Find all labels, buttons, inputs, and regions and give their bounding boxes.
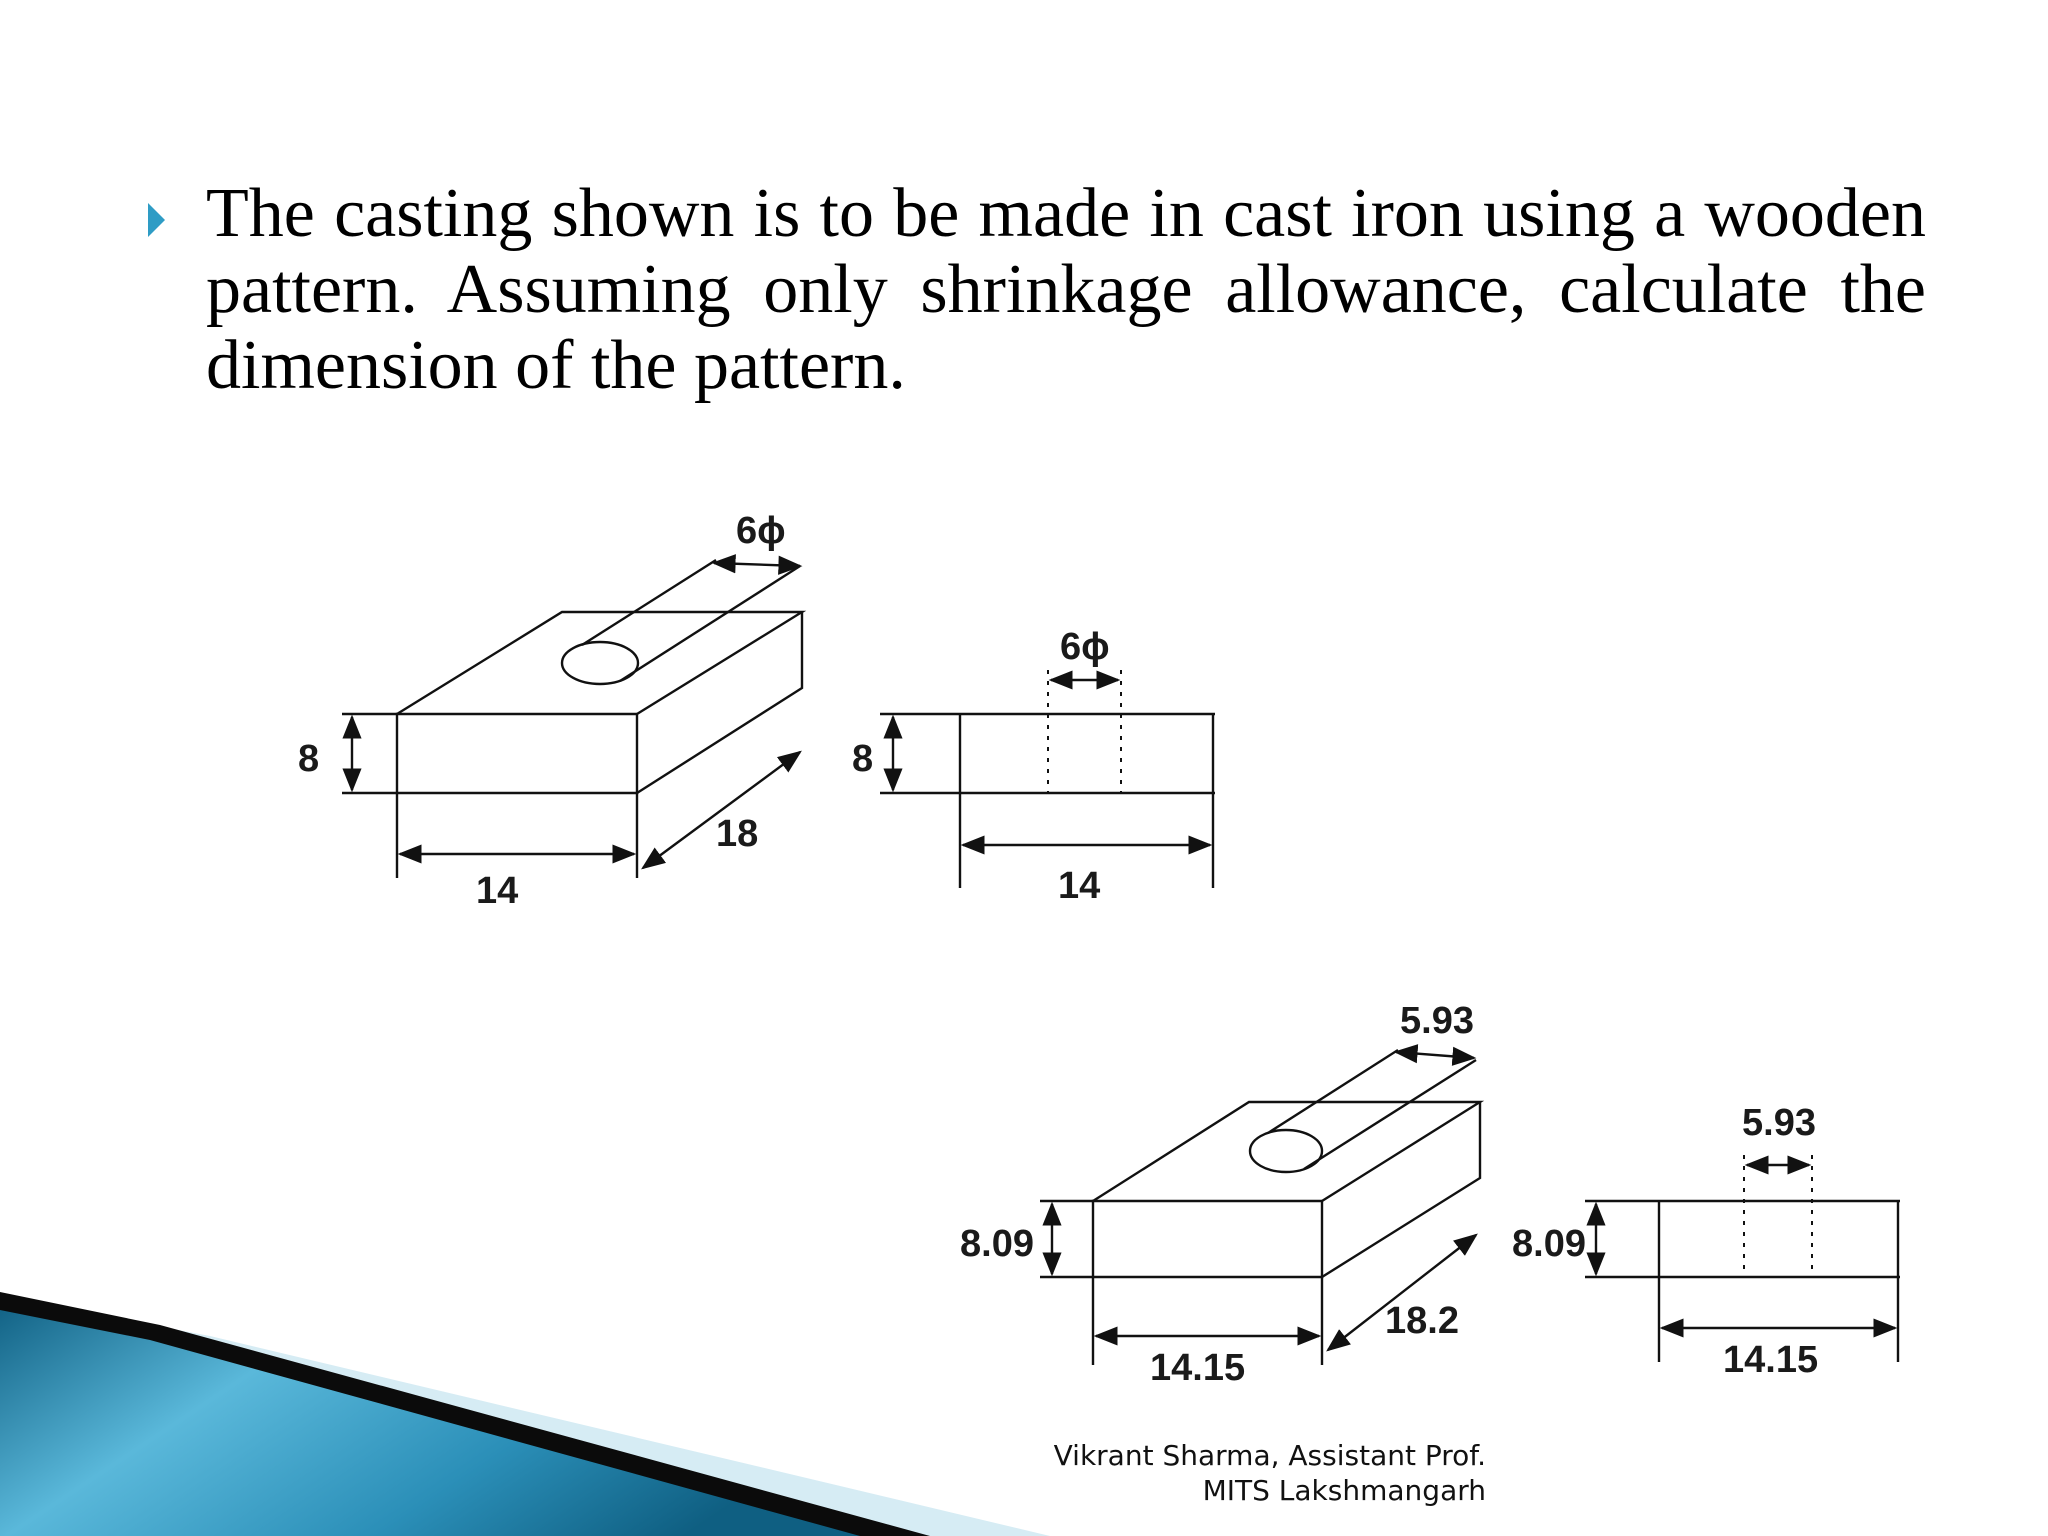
casting-iso-depth-label: 18 bbox=[716, 813, 759, 855]
pattern-front-view bbox=[1585, 1155, 1900, 1362]
casting-front-hole-dia-label: 6ϕ bbox=[1060, 626, 1110, 668]
pattern-iso-depth-label: 18.2 bbox=[1385, 1300, 1459, 1342]
footer-institution: MITS Lakshmangarh bbox=[1202, 1474, 1486, 1507]
pattern-front-width-label: 14.15 bbox=[1723, 1339, 1819, 1381]
pattern-front-hole-dia-label: 5.93 bbox=[1742, 1102, 1816, 1144]
pattern-iso-width-label: 14.15 bbox=[1150, 1347, 1246, 1389]
pattern-iso-height-label: 8.09 bbox=[960, 1223, 1034, 1265]
footer-author: Vikrant Sharma, Assistant Prof. bbox=[1053, 1439, 1486, 1472]
casting-iso-width-label: 14 bbox=[476, 870, 519, 912]
casting-iso-height-label: 8 bbox=[298, 738, 320, 780]
casting-front-width-label: 14 bbox=[1058, 865, 1101, 907]
pattern-iso-hole-dia-label: 5.93 bbox=[1400, 1000, 1474, 1042]
problem-statement: The casting shown is to be made in cast iron using a wooden pattern. Assuming only shrinkage allowance, calculate the dimension of the pattern. bbox=[206, 175, 1926, 404]
casting-front-height-label: 8 bbox=[852, 738, 874, 780]
casting-front-view bbox=[880, 670, 1215, 888]
casting-iso-hole-dia-label: 6ϕ bbox=[736, 510, 786, 552]
pattern-front-height-label: 8.09 bbox=[1512, 1223, 1586, 1265]
footer-credit bbox=[1054, 1438, 1486, 1508]
